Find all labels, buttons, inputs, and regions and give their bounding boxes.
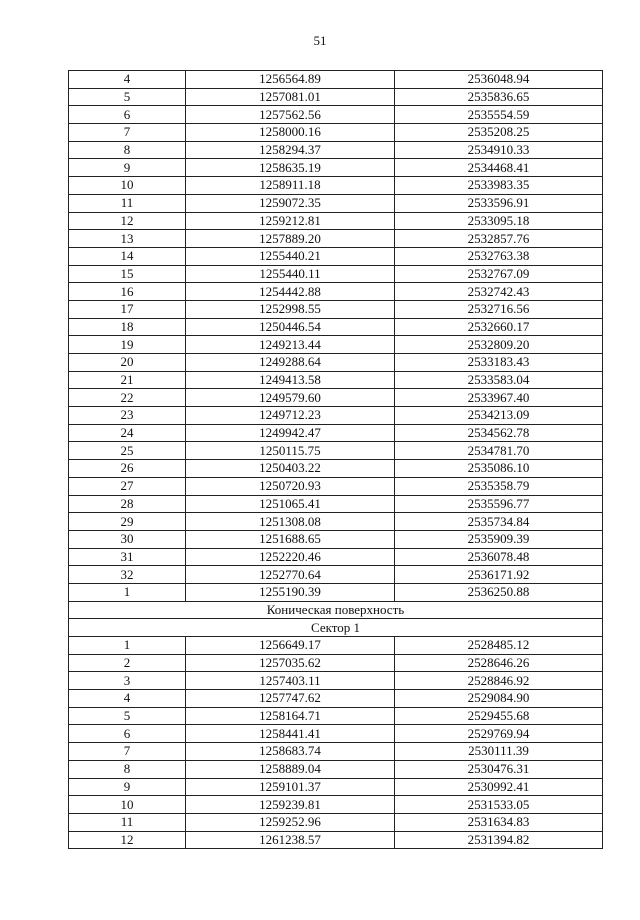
y-coordinate-cell: 2532660.17 — [395, 318, 603, 336]
point-number-cell: 10 — [69, 177, 186, 195]
x-coordinate-cell: 1252220.46 — [186, 548, 395, 566]
x-coordinate-cell: 1255440.11 — [186, 265, 395, 283]
table-row — [69, 159, 603, 177]
table-row — [69, 318, 603, 336]
x-coordinate-cell: 1255190.39 — [186, 583, 395, 601]
y-coordinate-cell: 2536048.94 — [395, 71, 603, 89]
x-coordinate-cell: 1258889.04 — [186, 760, 395, 778]
y-coordinate-cell: 2530111.39 — [395, 743, 603, 761]
x-coordinate-cell: 1258164.71 — [186, 707, 395, 725]
y-coordinate-cell: 2533183.43 — [395, 354, 603, 372]
x-coordinate-cell: 1261238.57 — [186, 831, 395, 849]
table-row — [69, 813, 603, 831]
y-coordinate-cell: 2534562.78 — [395, 424, 603, 442]
point-number-cell: 15 — [69, 265, 186, 283]
y-coordinate-cell: 2531533.05 — [395, 796, 603, 814]
x-coordinate-cell: 1259239.81 — [186, 796, 395, 814]
x-coordinate-cell: 1257081.01 — [186, 88, 395, 106]
point-number-cell: 19 — [69, 336, 186, 354]
table-row — [69, 300, 603, 318]
table-row — [69, 725, 603, 743]
point-number-cell: 5 — [69, 707, 186, 725]
table-row — [69, 495, 603, 513]
x-coordinate-cell: 1257562.56 — [186, 106, 395, 124]
x-coordinate-cell: 1259101.37 — [186, 778, 395, 796]
point-number-cell: 12 — [69, 212, 186, 230]
y-coordinate-cell: 2530476.31 — [395, 760, 603, 778]
point-number-cell: 7 — [69, 743, 186, 761]
table-row — [69, 247, 603, 265]
point-number-cell: 13 — [69, 230, 186, 248]
point-number-cell: 4 — [69, 71, 186, 89]
table-row — [69, 230, 603, 248]
point-number-cell: 7 — [69, 124, 186, 142]
x-coordinate-cell: 1250720.93 — [186, 477, 395, 495]
table-row — [69, 194, 603, 212]
y-coordinate-cell: 2535554.59 — [395, 106, 603, 124]
point-number-cell: 25 — [69, 442, 186, 460]
x-coordinate-cell: 1250403.22 — [186, 460, 395, 478]
point-number-cell: 26 — [69, 460, 186, 478]
table-row — [69, 442, 603, 460]
x-coordinate-cell: 1255440.21 — [186, 247, 395, 265]
y-coordinate-cell: 2533967.40 — [395, 389, 603, 407]
x-coordinate-cell: 1254442.88 — [186, 283, 395, 301]
point-number-cell: 10 — [69, 796, 186, 814]
coordinates-group-b — [69, 637, 603, 849]
y-coordinate-cell: 2532716.56 — [395, 300, 603, 318]
y-coordinate-cell: 2533596.91 — [395, 194, 603, 212]
y-coordinate-cell: 2532767.09 — [395, 265, 603, 283]
point-number-cell: 18 — [69, 318, 186, 336]
table-row — [69, 796, 603, 814]
x-coordinate-cell: 1259252.96 — [186, 813, 395, 831]
y-coordinate-cell: 2531394.82 — [395, 831, 603, 849]
table-row — [69, 831, 603, 849]
point-number-cell: 14 — [69, 247, 186, 265]
table-row — [69, 583, 603, 601]
x-coordinate-cell: 1258294.37 — [186, 141, 395, 159]
y-coordinate-cell: 2528646.26 — [395, 654, 603, 672]
point-number-cell: 16 — [69, 283, 186, 301]
table-row — [69, 654, 603, 672]
x-coordinate-cell: 1258911.18 — [186, 177, 395, 195]
point-number-cell: 17 — [69, 300, 186, 318]
y-coordinate-cell: 2534213.09 — [395, 407, 603, 425]
coordinates-table — [68, 70, 603, 849]
point-number-cell: 9 — [69, 159, 186, 177]
x-coordinate-cell: 1257889.20 — [186, 230, 395, 248]
table-row — [69, 513, 603, 531]
point-number-cell: 32 — [69, 566, 186, 584]
y-coordinate-cell: 2528846.92 — [395, 672, 603, 690]
y-coordinate-cell: 2535734.84 — [395, 513, 603, 531]
table-row — [69, 283, 603, 301]
x-coordinate-cell: 1257747.62 — [186, 690, 395, 708]
x-coordinate-cell: 1256564.89 — [186, 71, 395, 89]
table-row — [69, 566, 603, 584]
y-coordinate-cell: 2533583.04 — [395, 371, 603, 389]
y-coordinate-cell: 2535909.39 — [395, 530, 603, 548]
x-coordinate-cell: 1251688.65 — [186, 530, 395, 548]
y-coordinate-cell: 2532742.43 — [395, 283, 603, 301]
table-row — [69, 460, 603, 478]
table-row — [69, 88, 603, 106]
y-coordinate-cell: 2535208.25 — [395, 124, 603, 142]
x-coordinate-cell: 1252998.55 — [186, 300, 395, 318]
point-number-cell: 11 — [69, 813, 186, 831]
y-coordinate-cell: 2535358.79 — [395, 477, 603, 495]
point-number-cell: 23 — [69, 407, 186, 425]
table-row — [69, 477, 603, 495]
x-coordinate-cell: 1256649.17 — [186, 637, 395, 655]
point-number-cell: 8 — [69, 141, 186, 159]
sector-title-row — [69, 619, 603, 637]
table-row — [69, 71, 603, 89]
y-coordinate-cell: 2529084.90 — [395, 690, 603, 708]
x-coordinate-cell: 1250115.75 — [186, 442, 395, 460]
x-coordinate-cell: 1259072.35 — [186, 194, 395, 212]
y-coordinate-cell: 2534910.33 — [395, 141, 603, 159]
point-number-cell: 30 — [69, 530, 186, 548]
y-coordinate-cell: 2532809.20 — [395, 336, 603, 354]
table-row — [69, 778, 603, 796]
table-row — [69, 743, 603, 761]
coordinates-group-a — [69, 71, 603, 602]
table-row — [69, 672, 603, 690]
y-coordinate-cell: 2535836.65 — [395, 88, 603, 106]
x-coordinate-cell: 1250446.54 — [186, 318, 395, 336]
x-coordinate-cell: 1249213.44 — [186, 336, 395, 354]
y-coordinate-cell: 2534468.41 — [395, 159, 603, 177]
x-coordinate-cell: 1257035.62 — [186, 654, 395, 672]
table-row — [69, 212, 603, 230]
x-coordinate-cell: 1249579.60 — [186, 389, 395, 407]
x-coordinate-cell: 1258635.19 — [186, 159, 395, 177]
table-row — [69, 637, 603, 655]
x-coordinate-cell: 1249413.58 — [186, 371, 395, 389]
point-number-cell: 31 — [69, 548, 186, 566]
y-coordinate-cell: 2535086.10 — [395, 460, 603, 478]
x-coordinate-cell: 1249288.64 — [186, 354, 395, 372]
point-number-cell: 28 — [69, 495, 186, 513]
x-coordinate-cell: 1258000.16 — [186, 124, 395, 142]
y-coordinate-cell: 2533095.18 — [395, 212, 603, 230]
table-row — [69, 354, 603, 372]
y-coordinate-cell: 2534781.70 — [395, 442, 603, 460]
y-coordinate-cell: 2531634.83 — [395, 813, 603, 831]
table-row — [69, 760, 603, 778]
y-coordinate-cell: 2532763.38 — [395, 247, 603, 265]
x-coordinate-cell: 1251065.41 — [186, 495, 395, 513]
section-header — [69, 601, 603, 636]
y-coordinate-cell: 2530992.41 — [395, 778, 603, 796]
y-coordinate-cell: 2536171.92 — [395, 566, 603, 584]
x-coordinate-cell: 1251308.08 — [186, 513, 395, 531]
table-row — [69, 265, 603, 283]
y-coordinate-cell: 2535596.77 — [395, 495, 603, 513]
y-coordinate-cell: 2533983.35 — [395, 177, 603, 195]
point-number-cell: 1 — [69, 637, 186, 655]
sector-title: Сектор 1 — [69, 619, 603, 637]
point-number-cell: 2 — [69, 654, 186, 672]
x-coordinate-cell: 1259212.81 — [186, 212, 395, 230]
point-number-cell: 29 — [69, 513, 186, 531]
table-row — [69, 530, 603, 548]
section-title-row — [69, 601, 603, 619]
point-number-cell: 1 — [69, 583, 186, 601]
table-row — [69, 548, 603, 566]
point-number-cell: 4 — [69, 690, 186, 708]
table-row — [69, 707, 603, 725]
y-coordinate-cell: 2536078.48 — [395, 548, 603, 566]
y-coordinate-cell: 2529455.68 — [395, 707, 603, 725]
x-coordinate-cell: 1249942.47 — [186, 424, 395, 442]
table-row — [69, 106, 603, 124]
y-coordinate-cell: 2528485.12 — [395, 637, 603, 655]
point-number-cell: 11 — [69, 194, 186, 212]
table-row — [69, 389, 603, 407]
table-row — [69, 424, 603, 442]
point-number-cell: 3 — [69, 672, 186, 690]
point-number-cell: 9 — [69, 778, 186, 796]
point-number-cell: 5 — [69, 88, 186, 106]
point-number-cell: 24 — [69, 424, 186, 442]
table-row — [69, 371, 603, 389]
point-number-cell: 21 — [69, 371, 186, 389]
table-row — [69, 690, 603, 708]
table-row — [69, 141, 603, 159]
point-number-cell: 20 — [69, 354, 186, 372]
table-row — [69, 407, 603, 425]
table-row — [69, 336, 603, 354]
point-number-cell: 6 — [69, 725, 186, 743]
x-coordinate-cell: 1252770.64 — [186, 566, 395, 584]
page-number: 51 — [313, 33, 327, 48]
x-coordinate-cell: 1249712.23 — [186, 407, 395, 425]
y-coordinate-cell: 2536250.88 — [395, 583, 603, 601]
table-row — [69, 124, 603, 142]
point-number-cell: 22 — [69, 389, 186, 407]
y-coordinate-cell: 2532857.76 — [395, 230, 603, 248]
point-number-cell: 8 — [69, 760, 186, 778]
section-title: Коническая поверхность — [69, 601, 603, 619]
point-number-cell: 6 — [69, 106, 186, 124]
point-number-cell: 27 — [69, 477, 186, 495]
point-number-cell: 12 — [69, 831, 186, 849]
y-coordinate-cell: 2529769.94 — [395, 725, 603, 743]
x-coordinate-cell: 1258441.41 — [186, 725, 395, 743]
x-coordinate-cell: 1257403.11 — [186, 672, 395, 690]
x-coordinate-cell: 1258683.74 — [186, 743, 395, 761]
table-row — [69, 177, 603, 195]
